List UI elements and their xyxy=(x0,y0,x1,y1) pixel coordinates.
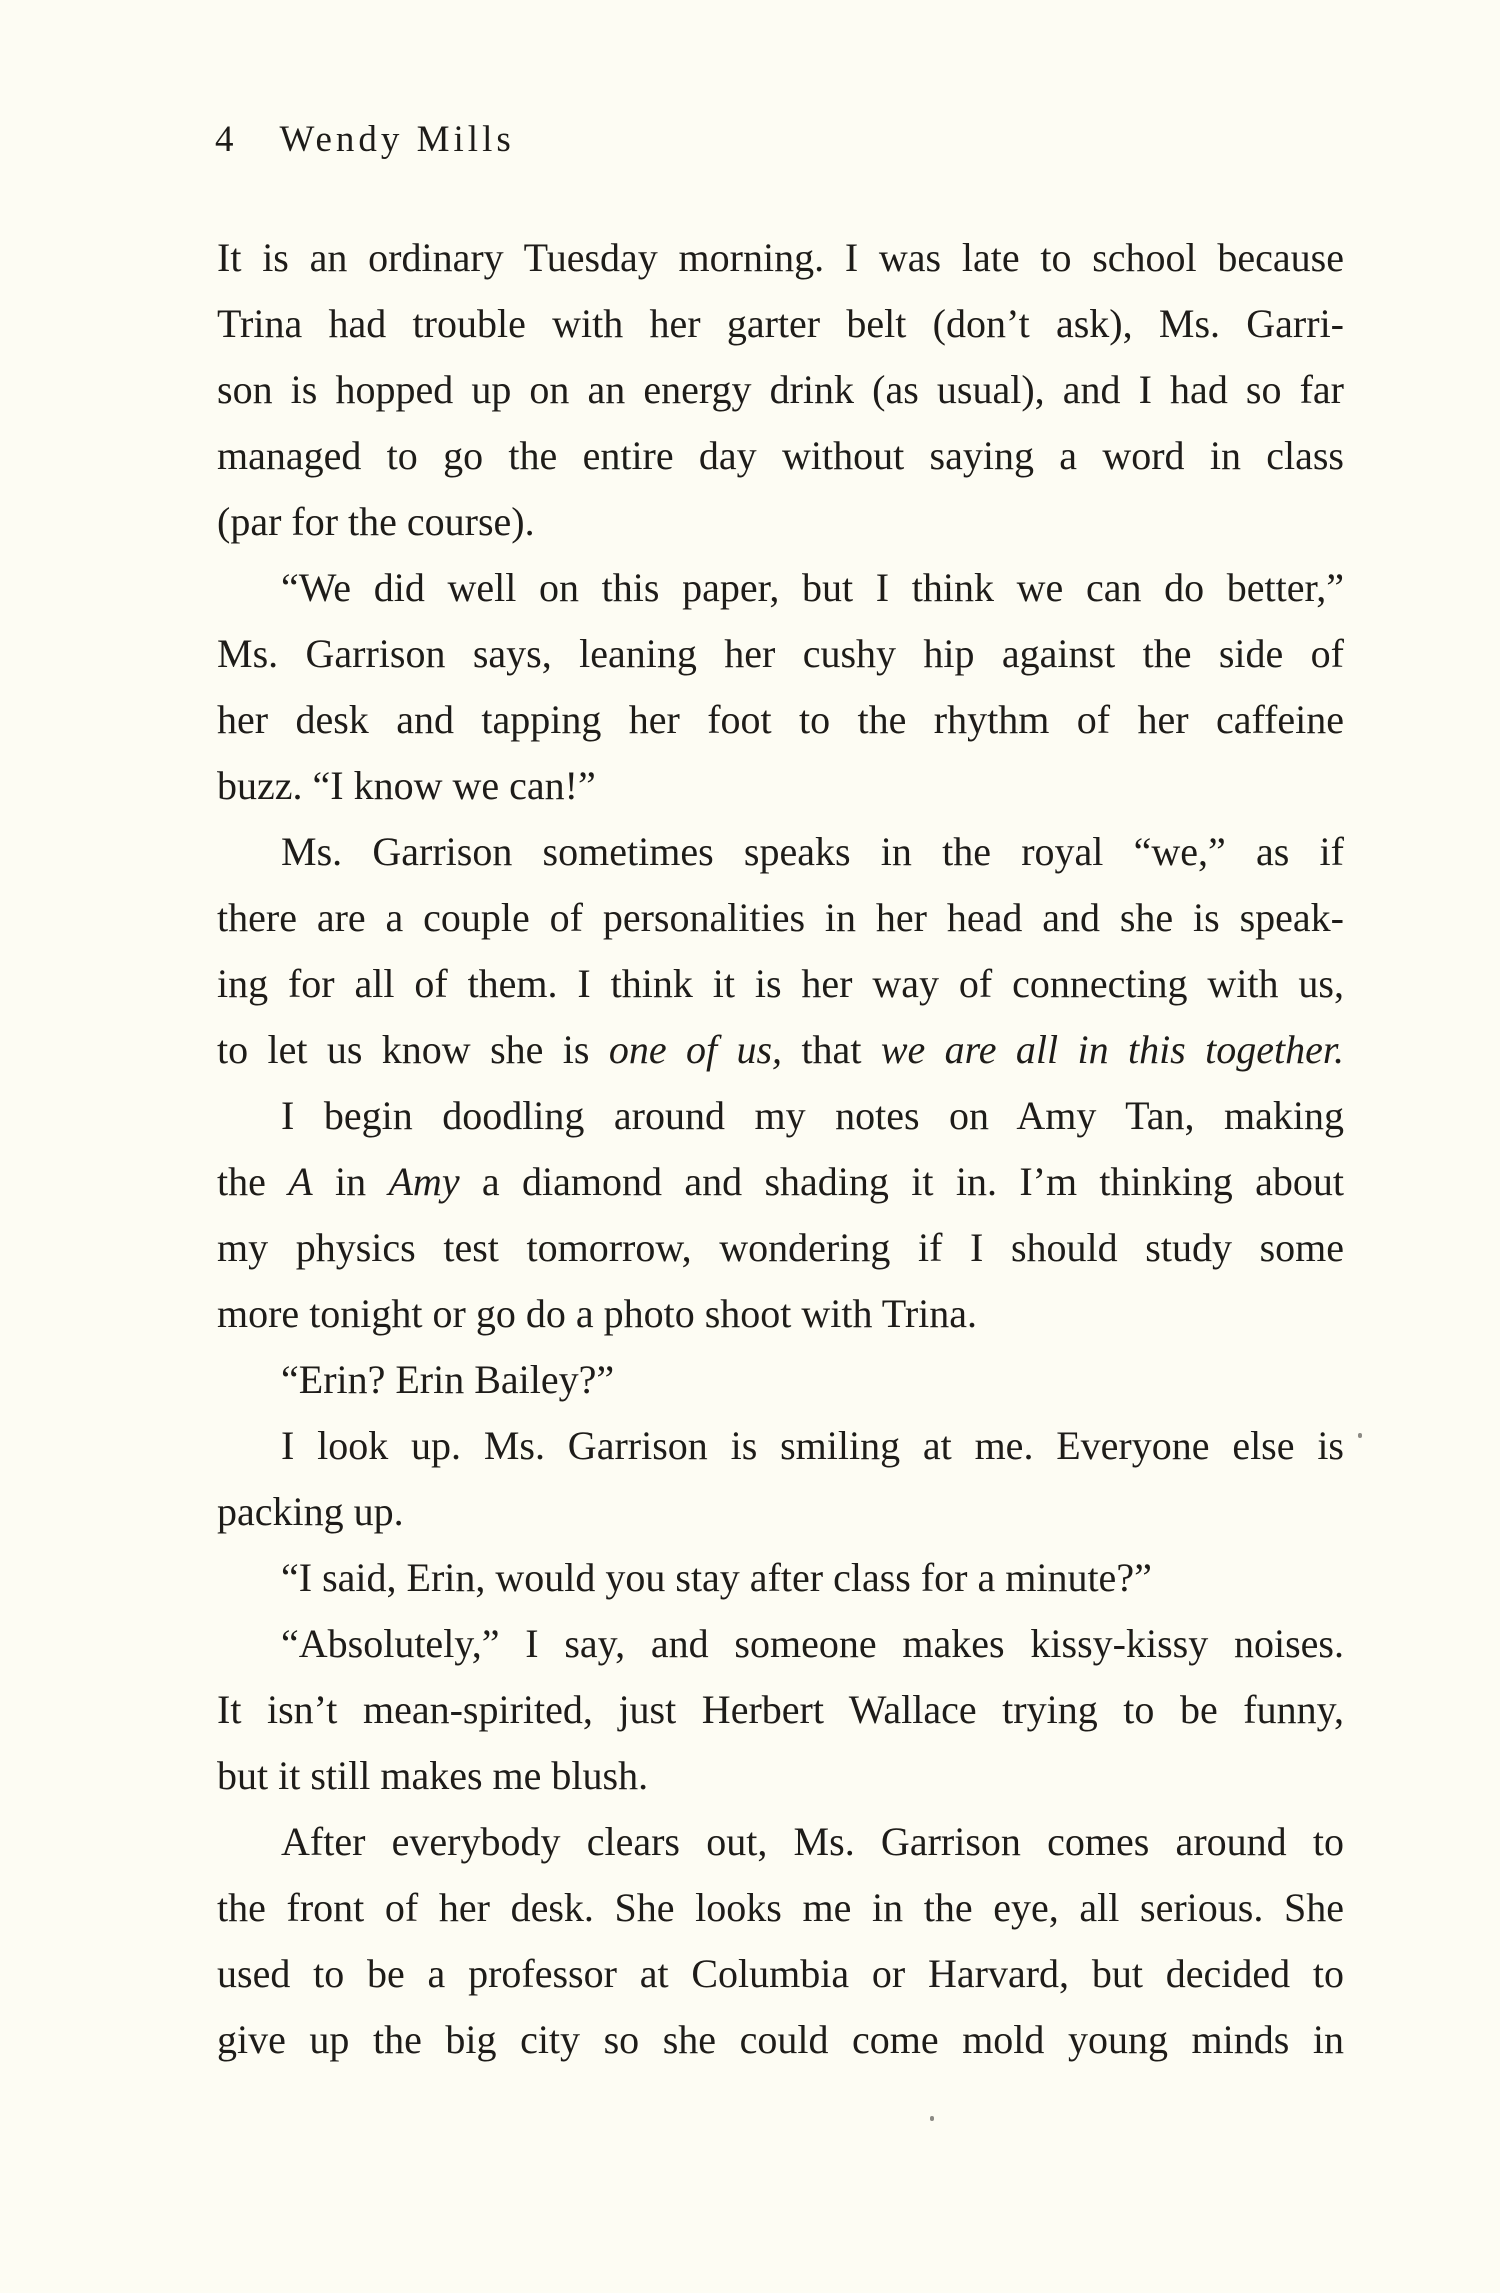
text-line: It isn’t mean-spirited, just Herbert Wallace trying to be funny, xyxy=(217,1687,1344,1732)
text-line: give up the big city so she could come mold young minds in xyxy=(217,2017,1344,2062)
text-line: buzz. “I know we can!” xyxy=(217,763,596,808)
text-line: After everybody clears out, Ms. Garrison comes around to xyxy=(281,1819,1344,1864)
text-line: more tonight or go do a photo shoot with Trina. xyxy=(217,1291,977,1336)
text-line: managed to go the entire day without saying a word in class xyxy=(217,433,1344,478)
author-name: Wendy Mills xyxy=(279,119,515,160)
text-line: Trina had trouble with her garter belt (don’t ask), Ms. Garri- xyxy=(217,301,1344,346)
text-line: to let us know she is one of us, that we are all in this together. xyxy=(217,1027,1344,1072)
text-line: son is hopped up on an energy drink (as usual), and I had so far xyxy=(217,367,1344,412)
text-line: her desk and tapping her foot to the rhythm of her caffeine xyxy=(217,697,1344,742)
paper-speck xyxy=(1358,1433,1362,1438)
text-line: Ms. Garrison sometimes speaks in the royal “we,” as if xyxy=(281,829,1344,874)
text-line: the A in Amy a diamond and shading it in. I’m thinking about xyxy=(217,1159,1344,1204)
text-line: there are a couple of personalities in her head and she is speak- xyxy=(217,895,1344,940)
text-line: I look up. Ms. Garrison is smiling at me. Everyone else is xyxy=(281,1423,1344,1468)
text-line: used to be a professor at Columbia or Harvard, but decided to xyxy=(217,1951,1344,1996)
text-line: “Absolutely,” I say, and someone makes kissy-kissy noises. xyxy=(281,1621,1344,1666)
page-number: 4 xyxy=(215,119,238,160)
text-line: packing up. xyxy=(217,1489,404,1534)
text-line: (par for the course). xyxy=(217,499,535,544)
text-line: Ms. Garrison says, leaning her cushy hip against the side of xyxy=(217,631,1344,676)
text-line: my physics test tomorrow, wondering if I should study some xyxy=(217,1225,1344,1270)
body-text xyxy=(217,225,1344,2073)
text-line: It is an ordinary Tuesday morning. I was late to school because xyxy=(217,235,1344,280)
text-line: “Erin? Erin Bailey?” xyxy=(281,1357,615,1402)
text-line: but it still makes me blush. xyxy=(217,1753,649,1798)
text-line: “I said, Erin, would you stay after class for a minute?” xyxy=(281,1555,1152,1600)
running-head xyxy=(215,118,515,161)
text-line: I begin doodling around my notes on Amy Tan, making xyxy=(281,1093,1344,1138)
text-line: “We did well on this paper, but I think we can do better,” xyxy=(281,565,1344,610)
text-line: the front of her desk. She looks me in the eye, all serious. She xyxy=(217,1885,1344,1930)
text-line: ing for all of them. I think it is her way of connecting with us, xyxy=(217,961,1344,1006)
paper-speck xyxy=(930,2116,934,2121)
